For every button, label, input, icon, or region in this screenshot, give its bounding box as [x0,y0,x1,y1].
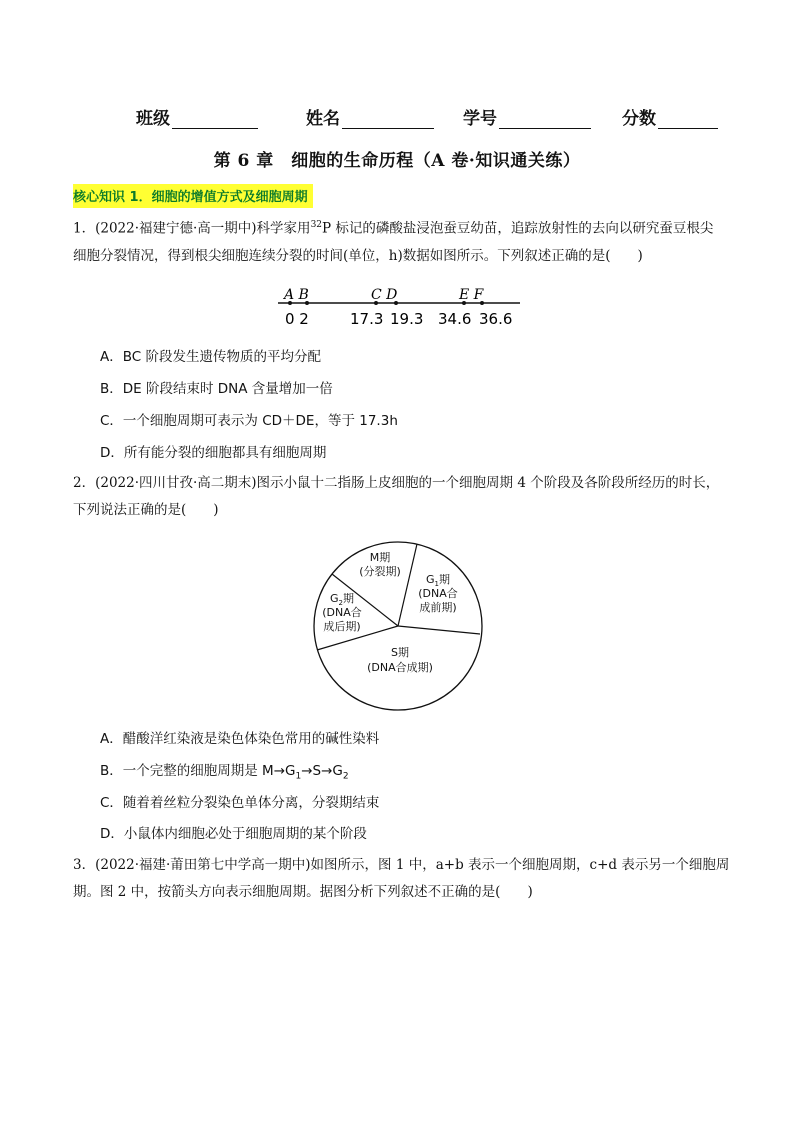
pie-label-g2-letter: G [330,592,339,605]
pie-label-g2 [330,591,354,607]
pie-label-m-sub: (分裂期) [359,565,401,578]
student-id-blank[interactable] [499,110,591,129]
pie-label-g2-l1: (DNA合 [322,606,362,619]
pie-label-g2-l2: 成后期) [323,620,361,633]
student-info-row [0,104,794,130]
pie-label-g1-letter: G [426,573,435,586]
question-1 [73,212,723,270]
q1-option-c[interactable]: C．一个细胞周期可表示为 CD＋DE，等于 17.3h [100,413,398,429]
question-3 [73,852,730,906]
timeline-figure [270,282,530,330]
timeline-letters-cd: C D [371,287,398,303]
question-2 [73,470,723,524]
q1-line1-b: P 标记的磷酸盐浸泡蚕豆幼苗，追踪放射性的去向以研究蚕豆根尖 [322,220,714,237]
pie-label-s: S期 [391,646,409,659]
q3-line2: 期。图 2 中，按箭头方向表示细胞周期。据图分析下列叙述不正确的是( ) [73,884,533,900]
q2-option-a[interactable]: A．醋酸洋红染液是染色体染色常用的碱性染料 [100,731,380,747]
class-label: 班级 [136,109,170,129]
q2-option-b-part2: →S→G [301,763,343,779]
pie-label-m: M期 [369,551,391,564]
name-blank[interactable] [342,110,434,129]
q1-superscript: 32 [310,220,323,230]
pie-divider-g1-s [398,626,480,634]
q1-option-b[interactable]: B．DE 阶段结束时 DNA 含量增加一倍 [100,381,333,397]
q1-option-a[interactable]: A．BC 阶段发生遗传物质的平均分配 [100,349,321,365]
timeline-value-36-6: 36.6 [479,310,513,328]
pie-divider-m-g1 [398,544,417,626]
q1-line2: 细胞分裂情况，得到根尖细胞连续分裂的时间(单位，h)数据如图所示。下列叙述正确的是( ) [73,247,643,264]
timeline-value-19-3: 19.3 [390,310,424,328]
pie-label-g1 [426,572,450,588]
pie-label-g1-l1: (DNA合 [418,587,458,600]
q2-line2: 下列说法正确的是( ) [73,502,219,518]
pie-label-g1-end: 期 [439,573,450,586]
timeline-letters-ef: E F [459,287,484,303]
q1-line1-a: 1．(2022·福建宁德·高一期中)科学家用 [73,220,311,237]
timeline-value-0-2: 0 2 [285,310,309,328]
cell-cycle-pie-figure [312,540,488,716]
class-field [136,104,258,129]
pie-label-g1-subscript: 1 [434,580,439,588]
student-id-label: 学号 [463,109,497,129]
name-field [306,104,434,129]
q2-option-d[interactable]: D．小鼠体内细胞必处于细胞周期的某个阶段 [100,826,367,842]
section-heading: 核心知识 1．细胞的增值方式及细胞周期 [73,184,313,208]
pie-label-g2-subscript: 2 [338,599,343,607]
q1-option-d[interactable]: D．所有能分裂的细胞都具有细胞周期 [100,445,327,461]
pie-label-g1-l2: 成前期) [419,601,457,614]
q2-option-b[interactable] [100,759,349,782]
page-title: 第 6 章 细胞的生命历程（A 卷·知识通关练） [213,151,581,171]
q2-line1: 2．(2022·四川甘孜·高二期末)图示小鼠十二指肠上皮细胞的一个细胞周期 4 个阶段及各阶段所经历的时长， [73,475,720,491]
pie-label-g2-end: 期 [343,592,354,605]
q2-option-b-sub1: 1 [295,771,302,782]
q2-option-c[interactable]: C．随着着丝粒分裂染色单体分离，分裂期结束 [100,795,380,811]
timeline-value-34-6: 34.6 [438,310,472,328]
q1-line1 [73,212,723,243]
pie-label-s-sub: (DNA合成期) [367,661,433,674]
student-id-field [463,104,591,129]
score-label: 分数 [622,109,656,129]
q2-option-b-sub2: 2 [342,771,349,782]
q3-line1: 3．(2022·福建·莆田第七中学高一期中)如图所示，图 1 中，a+b 表示一个细胞周期，c+d 表示另一个细胞周 [73,857,730,873]
timeline-value-17-3: 17.3 [350,310,384,328]
class-blank[interactable] [172,110,258,129]
score-field [622,104,718,129]
name-label: 姓名 [306,109,340,129]
timeline-letters-ab: A B [284,287,309,303]
score-blank[interactable] [658,110,718,129]
q2-option-b-part1: B．一个完整的细胞周期是 M→G [100,763,296,779]
